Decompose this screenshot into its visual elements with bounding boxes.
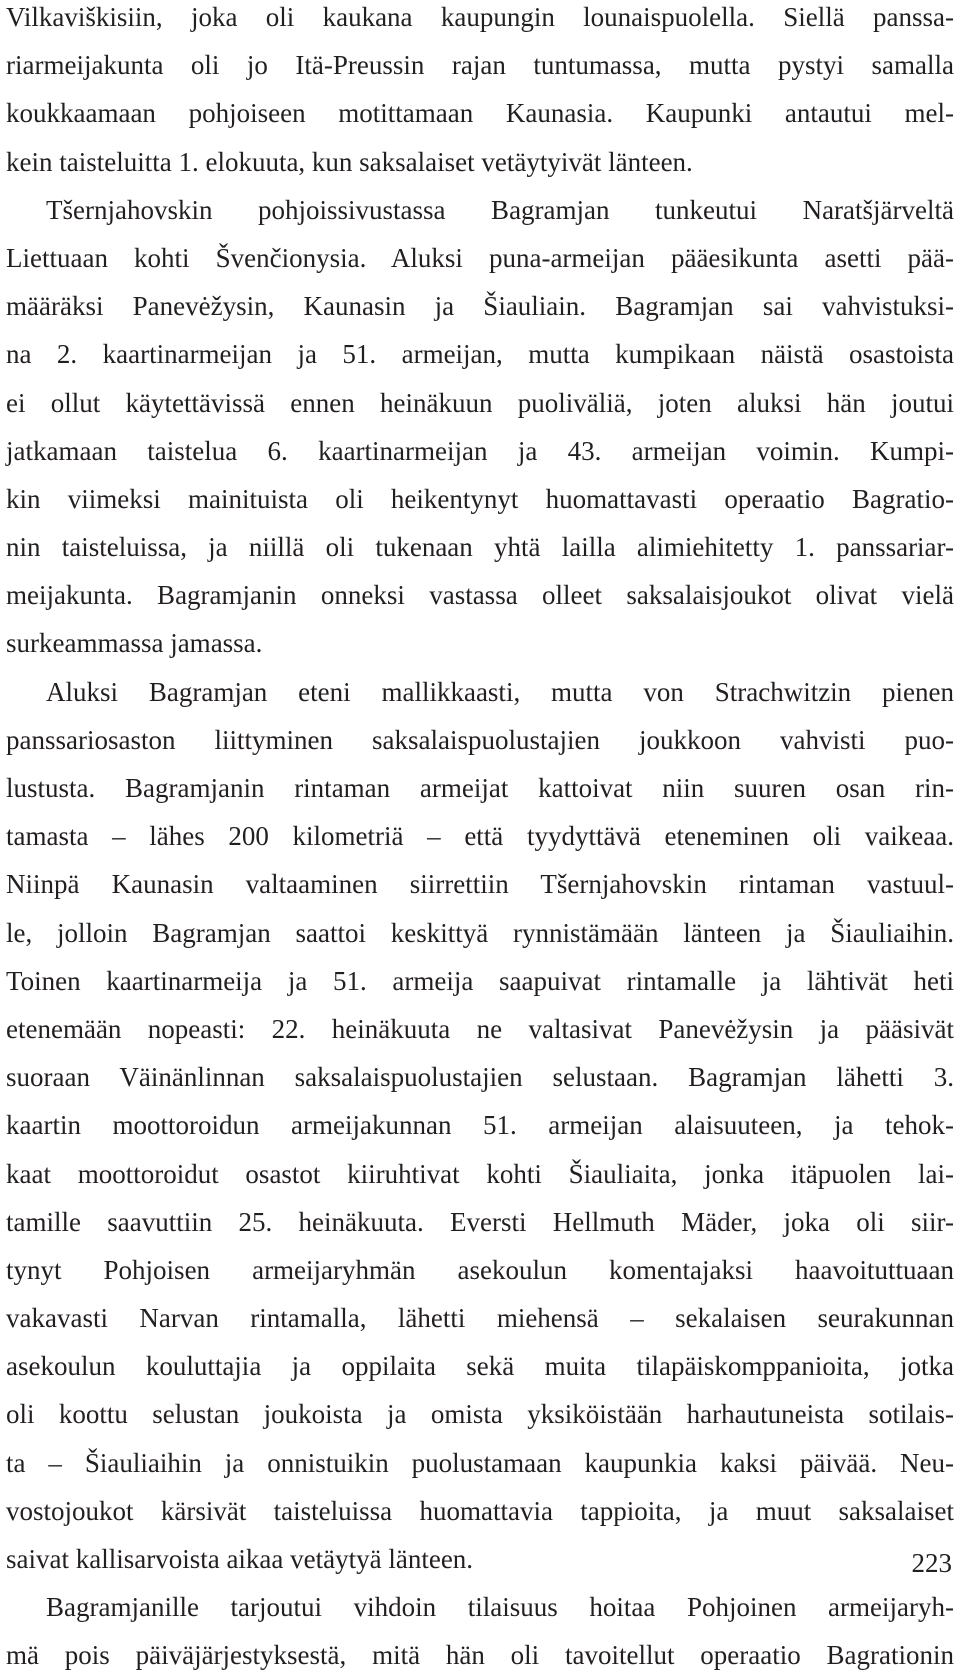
text-line: mä pois päiväjärjestyksestä, mitä hän oli tavoitellut operaatio Bagrationin — [6, 1640, 954, 1671]
text-line: Liettuaan kohti Švenčionysia. Aluksi puna-armeijan pääesikunta asetti pää- — [6, 242, 954, 273]
text-line: Niinpä Kaunasin valtaaminen siirrettiin Tšernjahovskin rintaman vastuul- — [6, 869, 954, 900]
text-line: tamille saavuttiin 25. heinäkuuta. Eversti Hellmuth Mäder, joka oli siir- — [6, 1206, 954, 1237]
text-line: koukkaamaan pohjoiseen motittamaan Kaunasia. Kaupunki antautui mel- — [6, 98, 954, 129]
body-text — [6, 0, 954, 1680]
text-line: kin viimeksi mainituista oli heikentynyt huomattavasti operaatio Bagratio- — [6, 483, 954, 514]
text-line: kaartin moottoroidun armeijakunnan 51. armeijan alaisuuteen, ja tehok- — [6, 1110, 954, 1141]
text-line: etenemään nopeasti: 22. heinäkuuta ne valtasivat Panevėžysin ja pääsivät — [6, 1013, 954, 1044]
text-line: vostojoukot kärsivät taisteluissa huomattavia tappioita, ja muut saksalaiset — [6, 1495, 954, 1526]
text-line: asekoulun kouluttajia ja oppilaita sekä muita tilapäiskomppanioita, jotka — [6, 1351, 954, 1382]
text-line: suoraan Väinänlinnan saksalaispuolustajien selustaan. Bagramjan lähetti 3. — [6, 1062, 954, 1093]
text-line: nin taisteluissa, ja niillä oli tukenaan yhtä lailla alimiehitetty 1. panssariar- — [6, 532, 954, 563]
text-line: le, jolloin Bagramjan saattoi keskittyä rynnistämään länteen ja Šiauliaihin. — [6, 917, 954, 948]
text-line: kein taisteluitta 1. elokuuta, kun saksalaiset vetäytyivät länteen. — [6, 146, 693, 177]
text-line: määräksi Panevėžysin, Kaunasin ja Šiauliain. Bagramjan sai vahvistuksi- — [6, 291, 954, 322]
text-line: Vilkaviškisiin, joka oli kaukana kaupungin lounaispuolella. Siellä panssa- — [6, 2, 954, 32]
text-line: tynyt Pohjoisen armeijaryhmän asekoulun komentajaksi haavoituttuaan — [6, 1254, 954, 1285]
text-line: Aluksi Bagramjan eteni mallikkaasti, mutta von Strachwitzin pienen — [46, 676, 954, 707]
text-line: Tšernjahovskin pohjoissivustassa Bagramjan tunkeutui Naratšjärveltä — [46, 194, 954, 225]
text-line: Toinen kaartinarmeija ja 51. armeija saapuivat rintamalle ja lähtivät heti — [6, 965, 954, 996]
text-line: oli koottu selustan joukoista ja omista yksiköistään harhautuneista sotilais- — [6, 1399, 954, 1430]
text-line: tamasta – lähes 200 kilometriä – että tyydyttävä eteneminen oli vaikeaa. — [6, 821, 954, 852]
text-line: panssariosaston liittyminen saksalaispuolustajien joukkoon vahvisti puo- — [6, 724, 954, 755]
text-line: na 2. kaartinarmeijan ja 51. armeijan, mutta kumpikaan näistä osastoista — [6, 339, 954, 370]
page-number: 223 — [911, 1548, 952, 1578]
text-line: lustusta. Bagramjanin rintaman armeijat kattoivat niin suuren osan rin- — [6, 773, 954, 803]
text-line: kaat moottoroidut osastot kiiruhtivat kohti Šiauliaita, jonka itäpuolen lai- — [6, 1158, 954, 1189]
text-line: saivat kallisarvoista aikaa vetäytyä länteen. — [6, 1544, 474, 1574]
text-line: jatkamaan taistelua 6. kaartinarmeijan ja 43. armeijan voimin. Kumpi- — [6, 435, 954, 466]
text-line: Bagramjanille tarjoutui vihdoin tilaisuus hoitaa Pohjoinen armeijaryh- — [46, 1592, 954, 1623]
text-line: ei ollut käytettävissä ennen heinäkuun puoliväliä, joten aluksi hän joutui — [6, 387, 954, 418]
text-line: meijakunta. Bagramjanin onneksi vastassa olleet saksalaisjoukot olivat vielä — [6, 580, 954, 611]
text-line: vakavasti Narvan rintamalla, lähetti miehensä – sekalaisen seurakunnan — [6, 1303, 954, 1334]
text-line: surkeammassa jamassa. — [6, 628, 263, 659]
text-line: riarmeijakunta oli jo Itä-Preussin rajan tuntumassa, mutta pystyi samalla — [6, 50, 954, 81]
text-line: ta – Šiauliaihin ja onnistuikin puolustamaan kaupunkia kaksi päivää. Neu- — [6, 1447, 954, 1478]
